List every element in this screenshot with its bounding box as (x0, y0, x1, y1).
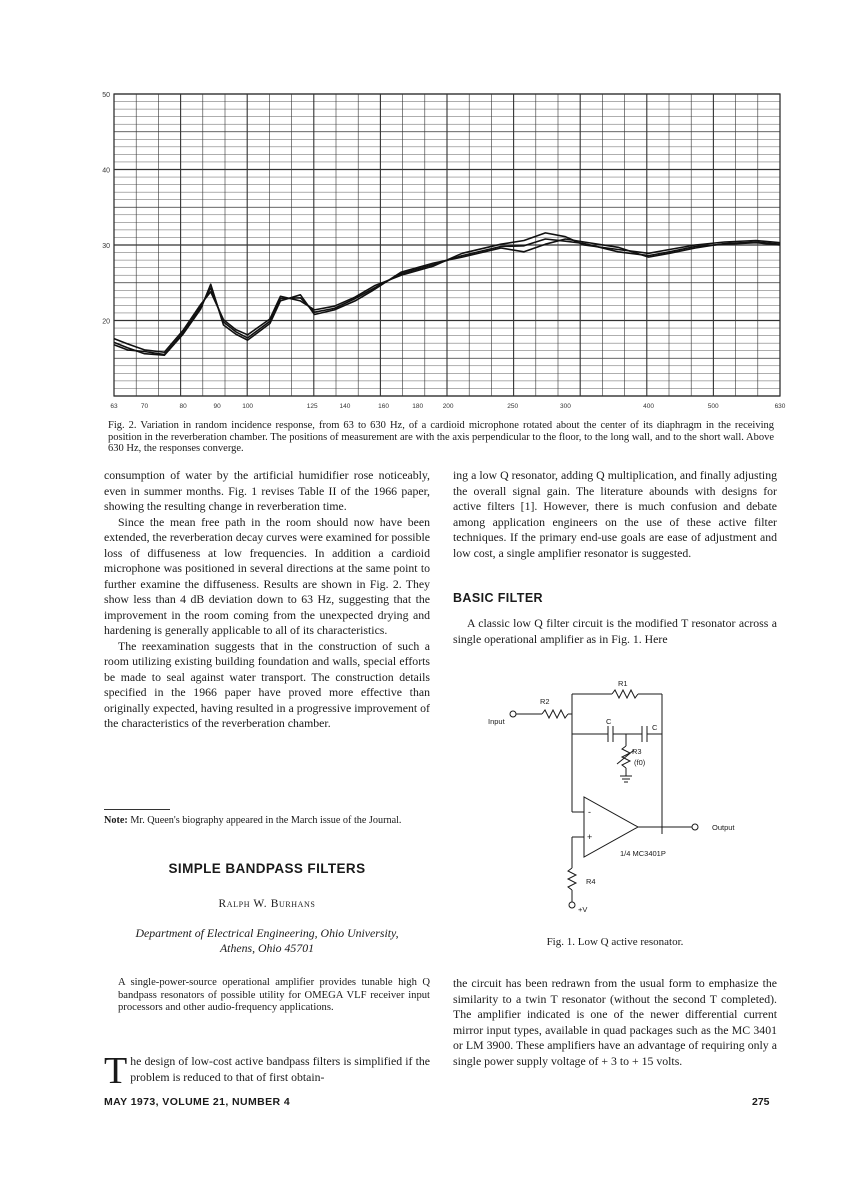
output-terminal (692, 824, 698, 830)
label-supply: +V (578, 905, 588, 914)
y-tick-label: 50 (102, 92, 110, 99)
input-terminal (510, 711, 516, 717)
intro-text: he design of low-cost active bandpass filters is simplified if the problem is reduced to that of first obtain- (130, 1054, 430, 1084)
y-tick-label: 40 (102, 167, 110, 175)
note-text: Mr. Queen's biography appeared in the March issue of the Journal. (130, 815, 402, 826)
author-affiliation (104, 926, 430, 956)
fig1-caption: Fig. 1. Low Q active resonator. (546, 936, 684, 948)
op-amp (584, 797, 638, 857)
label-r4: R4 (586, 877, 596, 886)
footer-issue: MAY 1973, VOLUME 21, NUMBER 4 (104, 1096, 291, 1108)
right-column-section (453, 616, 777, 647)
drop-cap: T (104, 1050, 128, 1092)
x-tick-label: 160 (378, 403, 390, 410)
chart-x-tick-labels (110, 403, 785, 410)
left-paragraph-2: Since the mean free path in the room should now have been extended, the reverberation decay curves were examined for possible loss of diffuseness at low frequencies. In addition a cardioid microphone was positioned in several directions at the same point to further examine the diffuseness. Results are shown in Fig. 2. They show less than 4 dB deviation down to 63 Hz, suggesting that the improvement in the room coming from the unexpected drying and hardening is generally applicable to all of its characteristics. (104, 514, 430, 637)
chart-y-tick-labels (102, 92, 110, 326)
article-title: SIMPLE BANDPASS FILTERS (168, 861, 366, 876)
x-tick-label: 125 (306, 403, 318, 410)
x-tick-label: 300 (559, 403, 571, 410)
x-tick-label: 70 (140, 403, 149, 410)
x-tick-label: 140 (339, 403, 351, 410)
x-tick-label: 400 (643, 403, 655, 410)
left-paragraph-1: consumption of water by the artificial humidifier rose noticeably, even in summer months. Fig. 1 revises Table II of the 1966 paper, showing the resulting change in reverberation time. (104, 468, 430, 513)
y-tick-label: 20 (102, 318, 110, 326)
left-column (104, 468, 430, 732)
right-paragraph-3: the circuit has been redrawn from the usual form to emphasize the similarity to a twin T resonator (without the second T completed). The amplifier indicated is one of the newer differential current mirror input types, available in quad packages such as the MC 3401 or LM 3900. These amplifiers have an advantage of requiring only a single power supply voltage of + 3 to + 15 volts. (453, 976, 777, 1068)
section-heading-basic-filter: BASIC FILTER (453, 591, 543, 605)
affiliation-line-2: Athens, Ohio 45701 (219, 941, 315, 955)
label-c-right: C (652, 723, 658, 732)
right-paragraph-1: ing a low Q resonator, adding Q multiplication, and finally adjusting the overall signal gain. The literature abounds with designs for active filters [1]. However, there is much confusion and debate among application engineers on the use of these active filter techniques. If the primary end-use goals are ease of adjustment and low cost, a single amplifier resonator is suggested. (453, 468, 777, 560)
label-r1: R1 (618, 679, 628, 688)
x-tick-label: 63 (110, 403, 118, 410)
label-amplifier: 1/4 MC3401P (620, 849, 666, 858)
left-paragraph-3: The reexamination suggests that in the construction of such a room utilizing existing building foundation and walls, special efforts be made to seal against water transport. The construction details specified in the 1966 paper have proved more effective than originally expected, having resulted in a progressive improvement of the characteristics of the reverberation chamber. (104, 638, 430, 730)
page-number: 275 (752, 1096, 770, 1108)
right-column-continued (453, 976, 777, 1069)
x-tick-label: 630 (774, 403, 786, 410)
x-tick-label: 80 (179, 403, 187, 410)
label-minus: - (588, 807, 591, 817)
affiliation-line-1: Department of Electrical Engineering, Ohio University, (135, 926, 399, 940)
resistor-r1 (612, 690, 638, 698)
right-column (453, 468, 777, 561)
right-paragraph-2: A classic low Q filter circuit is the modified T resonator across a single operational amplifier as in Fig. 1. Here (453, 616, 777, 646)
supply-terminal (569, 902, 575, 908)
fig2-caption: Fig. 2. Variation in random incidence response, from 63 to 630 Hz, of a cardioid microphone rotated about the center of its diaphragm in the receiving position in the reverberation chamber. The positions of measurement are with the axis perpendicular to the floor, to the long wall, and to the short wall. Above 630 Hz, the responses converge. (108, 420, 774, 454)
x-tick-label: 180 (412, 403, 424, 410)
label-r2: R2 (540, 697, 550, 706)
x-tick-label: 500 (707, 403, 719, 410)
fig1-circuit-diagram (480, 672, 780, 920)
x-tick-label: 100 (242, 403, 254, 410)
article-intro (104, 1050, 430, 1092)
chart-grid (114, 94, 780, 396)
x-tick-label: 90 (213, 403, 221, 410)
label-output: Output (712, 823, 735, 832)
x-tick-label: 250 (507, 403, 519, 410)
label-plus: + (587, 832, 593, 842)
y-tick-label: 30 (102, 243, 110, 250)
fig2-response-chart (100, 88, 790, 416)
note-rule (104, 809, 170, 810)
label-input: Input (488, 717, 505, 726)
resistor-r2 (542, 710, 568, 718)
author-note (104, 815, 430, 827)
note-label: Note: (104, 815, 128, 826)
x-tick-label: 200 (442, 403, 454, 410)
article-abstract: A single-power-source operational amplifier provides tunable high Q bandpass resonators of possible utility for OMEGA VLF receiver input processors and other audio-frequency applications. (118, 977, 430, 1013)
label-c-left: C (606, 717, 612, 726)
label-r3-f0: (f0) (634, 758, 646, 767)
resistor-r4 (568, 868, 576, 890)
author-byline: Ralph W. Burhans (218, 898, 316, 910)
label-r3: R3 (632, 747, 642, 756)
